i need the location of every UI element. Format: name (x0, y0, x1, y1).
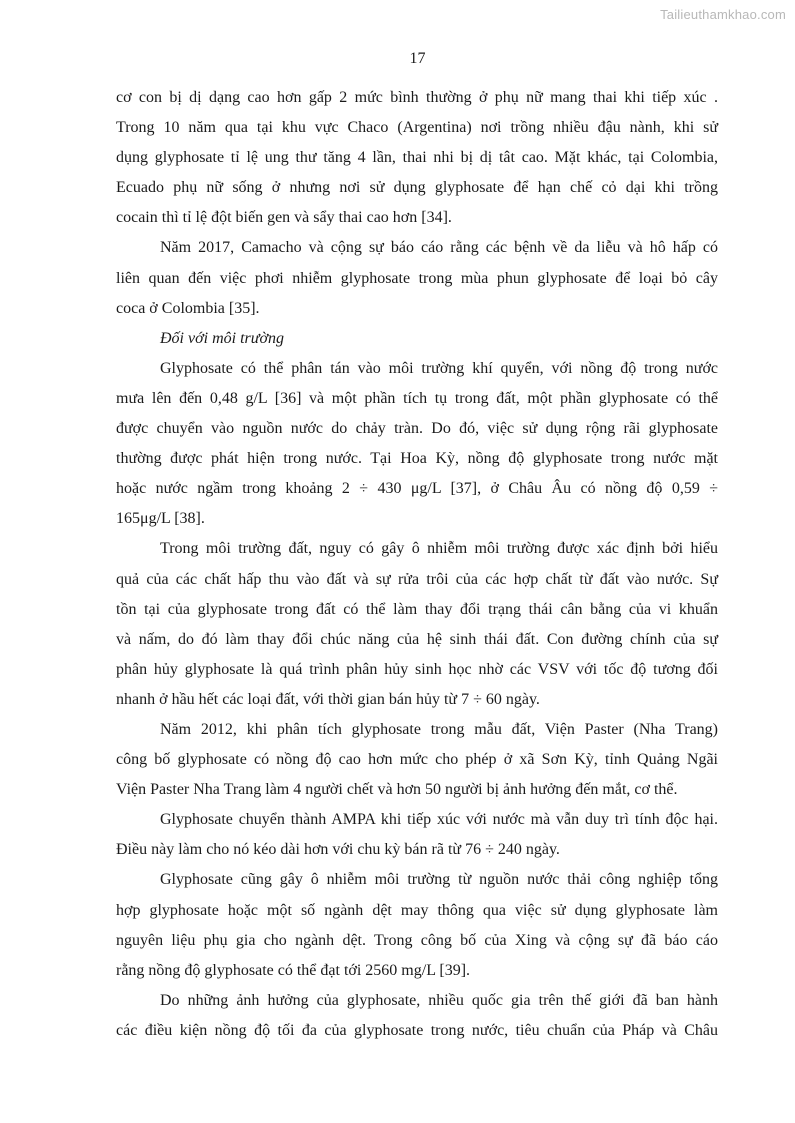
text-line: rằng nồng độ glyphosate có thể đạt tới 2560 mg/L [39]. (116, 961, 471, 979)
text-line: Năm 2017, Camacho và cộng sự báo cáo rằng các bệnh về da liễu và hô hấp có (160, 239, 718, 257)
paragraph (116, 534, 718, 715)
text-line: Trong 10 năm qua tại khu vực Chaco (Argentina) nơi trồng nhiều đậu nành, khi sử (116, 119, 718, 137)
body-text (116, 83, 718, 1046)
subheading (116, 324, 718, 354)
paragraph (116, 715, 718, 805)
text-line: dụng glyphosate tỉ lệ ung thư tăng 4 lần, thai nhi bị dị tât cao. Mặt khác, tại Colombia, (116, 149, 718, 167)
text-line: phân hủy glyphosate là quá trình phân hủy sinh học nhờ các VSV với tốc độ tương đối (116, 660, 718, 678)
text-line: Viện Paster Nha Trang làm 4 người chết và hơn 50 người bị ảnh hưởng đến mắt, cơ thể. (116, 781, 678, 799)
text-line: cocain thì tỉ lệ đột biến gen và sẩy thai cao hơn [34]. (116, 209, 452, 227)
text-line: Điều này làm cho nó kéo dài hơn với chu kỳ bán rã từ 76 ÷ 240 ngày. (116, 841, 560, 859)
text-line: tồn tại của glyphosate trong đất có thể làm thay đổi trạng thái cân bằng của vi khuẩn (116, 600, 718, 618)
text-line: Trong môi trường đất, nguy có gây ô nhiễm môi trường được xác định bởi hiểu (160, 540, 718, 558)
paragraph (116, 354, 718, 535)
watermark: Tailieuthamkhao.com (660, 7, 786, 22)
paragraph (116, 83, 718, 233)
text-line: hợp glyphosate hoặc một số ngành dệt may thông qua việc sử dụng glyphosate làm (116, 901, 718, 919)
text-line: thường được phát hiện trong nước. Tại Hoa Kỳ, nồng độ glyphosate trong nước mặt (116, 450, 718, 468)
text-line: nhanh ở hầu hết các loại đất, với thời gian bán hủy từ 7 ÷ 60 ngày. (116, 690, 540, 708)
paragraph (116, 233, 718, 323)
paragraph (116, 986, 718, 1046)
text-line: Đối với môi trường (160, 329, 285, 347)
text-line: Năm 2012, khi phân tích glyphosate trong mẫu đất, Viện Paster (Nha Trang) (160, 720, 718, 738)
text-line: hoặc nước ngầm trong khoảng 2 ÷ 430 μg/L [37], ở Châu Âu có nồng độ 0,59 ÷ (116, 480, 718, 498)
text-line: 165μg/L [38]. (116, 510, 205, 528)
text-line: liên quan đến việc phơi nhiễm glyphosate trong mùa phun glyphosate để loại bỏ cây (116, 269, 718, 287)
text-line: công bố glyphosate có nồng độ cao hơn mức cho phép ở xã Sơn Kỳ, tỉnh Quảng Ngãi (116, 751, 718, 769)
text-line: và nấm, do đó làm thay đổi chúc năng của hệ sinh thái đất. Con đường chính của sự (116, 630, 718, 648)
text-line: nguyên liệu phụ gia cho ngành dệt. Trong công bố của Xing và cộng sự đã báo cáo (116, 931, 718, 949)
text-line: coca ở Colombia [35]. (116, 299, 260, 317)
text-line: cơ con bị dị dạng cao hơn gấp 2 mức bình thường ở phụ nữ mang thai khi tiếp xúc . (116, 89, 718, 106)
text-line: Glyphosate cũng gây ô nhiễm môi trường từ nguồn nước thải công nghiệp tổng (160, 871, 718, 889)
text-line: mưa lên đến 0,48 g/L [36] và một phần tích tụ trong đất, một phần glyphosate có thể (116, 389, 718, 407)
text-line: các điều kiện nồng độ tối đa của glyphosate trong nước, tiêu chuẩn của Pháp và Châu (116, 1021, 718, 1039)
text-line: được chuyển vào nguồn nước do chảy tràn. Do đó, việc sử dụng rộng rãi glyphosate (116, 420, 718, 438)
text-line: Glyphosate chuyển thành AMPA khi tiếp xúc với nước mà vẫn duy trì tính độc hại. (160, 811, 718, 829)
page-number: 17 (409, 50, 426, 67)
text-line: quả của các chất hấp thu vào đất và sự rửa trôi của các hợp chất từ đất vào nước. Sự (116, 570, 718, 588)
paragraph (116, 805, 718, 865)
text-line: Ecuado phụ nữ sống ở nhưng nơi sử dụng glyphosate để hạn chế cỏ dại khi trồng (116, 179, 718, 197)
paragraph (116, 865, 718, 985)
text-line: Glyphosate có thể phân tán vào môi trường khí quyển, với nồng độ trong nước (160, 359, 718, 377)
text-line: Do những ảnh hưởng của glyphosate, nhiều quốc gia trên thế giới đã ban hành (160, 991, 718, 1009)
